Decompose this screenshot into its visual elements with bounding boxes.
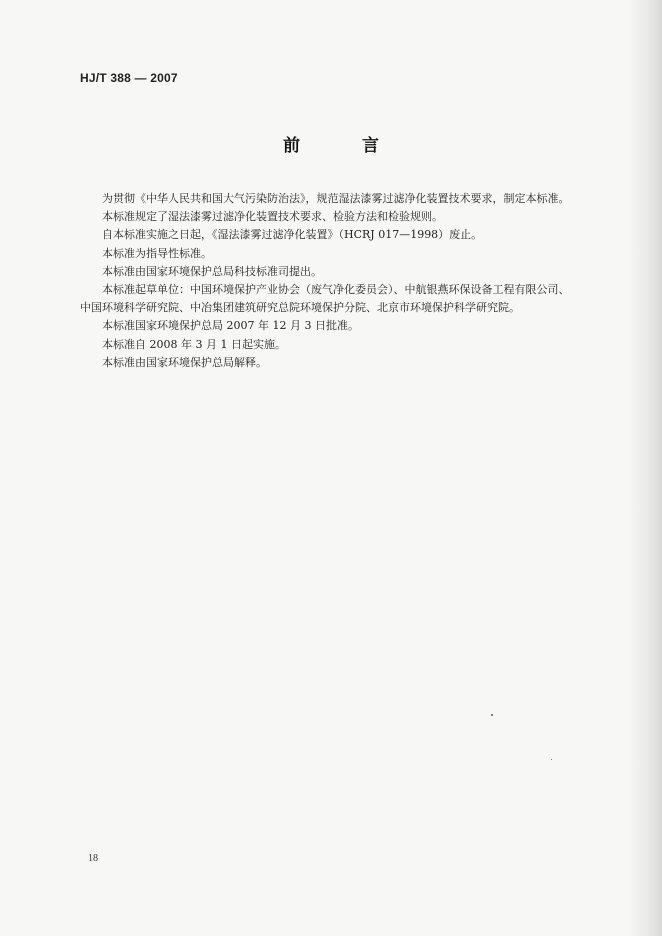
foreword-body [80,190,620,372]
scan-speck [491,714,493,716]
paragraph-continuation: 中国环境科学研究院、中冶集团建筑研究总院环境保护分院、北京市环境保护科学研究院。 [80,301,520,315]
paragraph: 本标准为指导性标准。 [102,246,212,260]
paragraph: 本标准自 2008 年 3 月 1 日起实施。 [102,337,286,351]
paragraph: 本标准起草单位：中国环境保护产业协会（废气净化委员会）、中航银燕环保设备工程有限公司、 [102,283,570,297]
paragraph: 本标准由国家环境保护总局解释。 [102,355,267,369]
paragraph: 自本标准实施之日起，《湿法漆雾过滤净化装置》（HCRJ 017—1998）废止。 [102,228,483,242]
page-number: 18 [88,853,98,864]
paragraph: 本标准国家环境保护总局 2007 年 12 月 3 日批准。 [102,319,359,333]
standard-code: HJ/T 388 — 2007 [80,71,178,85]
page-title: 前 言 [283,136,407,156]
paragraph: 为贯彻《中华人民共和国大气污染防治法》，规范湿法漆雾过滤净化装置技术要求，制定本标准。 [102,192,570,205]
paragraph: 本标准由国家环境保护总局科技标准司提出。 [102,264,322,278]
scan-speck [551,759,552,760]
paragraph: 本标准规定了湿法漆雾过滤净化装置技术要求、检验方法和检验规则。 [102,210,443,224]
